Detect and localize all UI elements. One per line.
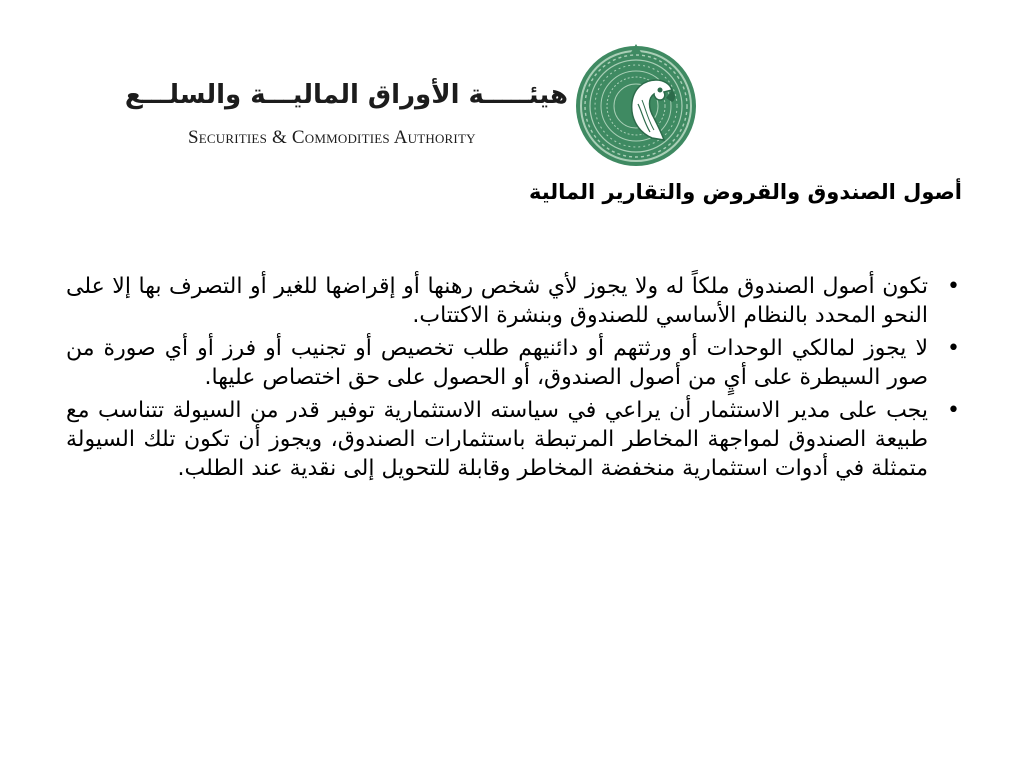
bullet-marker: • xyxy=(947,336,960,361)
bullet-text: لا يجوز لمالكي الوحدات أو ورثتهم أو دائنيهم طلب تخصيص أو تجنيب أو فرز أو أي صورة من صور السيطرة على أيٍ من أصول الصندوق، أو الحصول على حق اختصاص عليها. xyxy=(66,336,928,390)
falcon-emblem-icon xyxy=(572,40,700,168)
bullet-text: تكون أصول الصندوق ملكاً له ولا يجوز لأي شخص رهنها أو إقراضها للغير أو التصرف بها إلا على النحو المحدد بالنظام الأساسي للصندوق وبنشرة الاكتتاب. xyxy=(66,274,928,328)
slide-title: أصول الصندوق والقروض والتقارير المالية xyxy=(528,180,962,204)
bullet-item xyxy=(66,396,966,483)
bullet-item xyxy=(66,334,966,392)
bullet-text: يجب على مدير الاستثمار أن يراعي في سياسته الاستثمارية توفير قدر من السيولة تتناسب مع طبيعة الصندوق لمواجهة المخاطر المرتبطة باستثمارات الصندوق، ويجوز أن تكون تلك السيولة متمثلة في أدوات استثمارية منخفضة المخاطر وقابلة للتحويل إلى نقدية عند الطلب. xyxy=(66,398,928,481)
logo-arabic-name: هيئـــــة الأوراق الماليـــة والسلـــع xyxy=(124,80,568,110)
bullet-list xyxy=(66,272,966,487)
bullet-marker: • xyxy=(947,274,960,299)
logo-english-name: Securities & Commodities Authority xyxy=(188,127,476,148)
bullet-marker: • xyxy=(947,398,960,423)
bullet-item xyxy=(66,272,966,330)
